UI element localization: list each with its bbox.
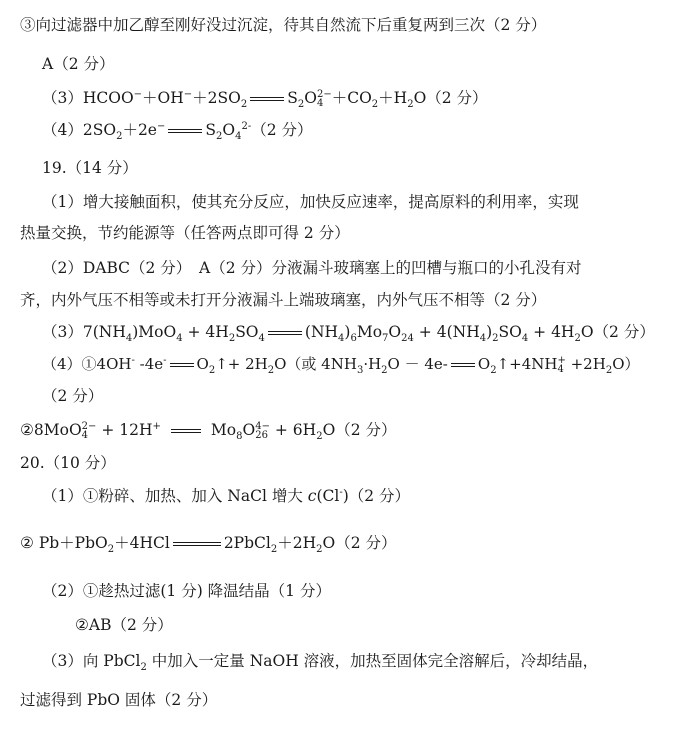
eq-text: + 4H [182,323,229,341]
eq-text: ＋2SO [192,89,241,107]
answer-line [42,651,599,674]
eq-text: + 6H [269,421,317,439]
eq-sup: - [339,486,343,498]
equals-sign [168,129,202,133]
eq-text: 中加入一定量 NaOH 溶液，加热至固体完全溶解后，冷却结晶， [146,652,599,670]
eq-sup: − [156,120,166,132]
eq-text: O [304,89,317,107]
eq-sub: 4 [125,333,133,345]
eq-sub: 4 [338,333,345,345]
eq-text: O [242,421,256,439]
eq-text: ·H [363,355,382,373]
eq-sub: 2 [316,544,323,556]
equals-sign [173,542,221,546]
eq-sub: 2 [574,333,581,345]
eq-sup: − [133,88,143,100]
eq-sub: 2 [492,333,499,345]
eq-text: O） [612,355,640,373]
eq-text: S [205,121,216,139]
eq-text: ＋2H [277,534,317,552]
eq-sub: 2 [228,333,236,345]
eq-sub: 2 [107,544,115,556]
eq-text: )（2 分） [342,487,411,505]
answer-line [42,486,410,506]
eq-text: +2H [565,355,606,373]
eq-sub: 7 [382,333,389,345]
eq-sub: 4 [479,333,487,345]
eq-sub: 4 [235,131,242,143]
eq-text: （1）①粉碎、加热、加入 NaCl 增大 [42,487,308,505]
eq-sub: 2 [490,365,497,376]
answer-line: （2）①趁热过滤(1 分) 降温结晶（1 分） [42,582,331,600]
eq-text: -4e [134,355,164,373]
equals-sign [170,363,194,367]
eq-sub: 2 [297,99,305,111]
eq-sub: 2 [216,131,223,143]
equation-line [20,420,397,443]
eq-text: + 4(NH [413,323,480,341]
eq-sub: 2 [267,365,275,376]
eq-sub: 2 [605,365,613,376]
eq-subsup: + 4 [557,355,566,375]
eq-sub: 4 [521,333,529,345]
eq-sub: 8 [236,431,243,443]
eq-text: SO [235,323,259,341]
eq-sub: 2 [381,365,388,376]
equation-line [20,533,397,556]
eq-subsup: 2− 4 [316,89,332,109]
eq-text: （3）向 PbCl [42,652,141,670]
answer-line: （2 分） [42,387,104,405]
question-heading: 19.（14 分） [42,159,138,177]
eq-text: ) [344,323,351,341]
eq-text: SO [498,323,522,341]
eq-text: （3）7(NH [42,323,126,341]
eq-text: ) [486,323,493,341]
eq-sub: 2 [240,99,248,111]
equation-line [42,322,655,345]
eq-text: ＋2e [122,121,157,139]
eq-sup: + [152,420,161,432]
eq-sub: 2 [270,544,278,556]
answer-line: A（2 分） [42,55,115,73]
answer-line: ②AB（2 分） [75,616,173,634]
eq-text: O（或 4NH [274,355,357,373]
eq-sub: 2 [116,131,123,143]
eq-text: ② Pb＋PbO [20,534,108,552]
eq-sub: 2 [208,365,216,376]
eq-text: O（2 分） [322,534,397,552]
answer-line: 过滤得到 PbO 固体（2 分） [20,691,218,709]
eq-text: （4）①4OH [42,355,132,373]
equals-sign [250,97,284,101]
equals-sign [268,331,302,335]
eq-text: (NH [304,323,339,341]
answer-line: （2）DABC（2 分） A（2 分）分液漏斗玻璃塞上的凹槽与瓶口的小孔没有对 [42,259,582,277]
answer-line: （1）增大接触面积，使其充分反应，加快反应速率，提高原料的利用率，实现 [42,193,579,211]
question-heading: 20.（10 分） [20,454,116,472]
eq-text: O [477,355,491,373]
equation-line [42,120,313,143]
eq-sub: 2 [371,99,379,111]
eq-text: ＋CO [331,89,372,107]
eq-sub: 2 [140,662,147,674]
eq-text: O（2 分） [580,323,655,341]
eq-text: （2 分） [251,121,313,139]
eq-text: O － 4e- [387,355,448,373]
eq-sub: 4 [176,333,183,345]
eq-text: O [388,323,402,341]
answer-line: 齐，内外气压不相等或未打开分液漏斗上端玻璃塞，内外气压不相等（2 分） [20,291,547,309]
eq-sub: 2 [407,99,414,111]
equation-line [42,88,488,111]
eq-text: O [196,355,209,373]
eq-text: ②8MoO [20,421,82,439]
eq-italic: c [307,487,317,505]
eq-text: ↑+4NH [496,355,558,373]
eq-text: )MoO [132,323,177,341]
eq-sup: - [131,355,135,366]
equals-sign [451,363,475,367]
eq-sup: - [163,355,167,366]
eq-text: （3）HCOO [42,89,134,107]
eq-sub: 4 [258,333,265,345]
eq-text: O（2 分） [322,421,397,439]
equals-sign [171,429,201,433]
eq-subsup: 2− 4 [81,421,97,441]
answer-line: ③向过滤器中加乙醇至刚好没过沉淀，待其自然流下后重复两到三次（2 分） [20,16,547,34]
eq-sup: 2- [241,120,252,132]
eq-text: ＋H [378,89,408,107]
eq-sup: − [183,88,193,100]
eq-sub: 24 [401,333,414,345]
eq-text: Mo [356,323,383,341]
eq-text: (Cl [316,487,340,505]
eq-text: + 12H [96,421,153,439]
eq-text: O [222,121,236,139]
eq-text: ↑+ 2H [215,355,268,373]
eq-text: （4）2SO [42,121,117,139]
eq-subsup: 4− 26 [255,421,270,441]
eq-sub: 2 [316,431,323,443]
eq-text: 2PbCl [223,534,271,552]
eq-sub: 3 [356,365,364,376]
eq-text: Mo [210,421,237,439]
eq-text: O（2 分） [413,89,488,107]
equation-line [42,354,640,374]
eq-text: + 4H [528,323,575,341]
eq-sub: 6 [350,333,357,345]
eq-text: ＋4HCl [114,534,170,552]
eq-text: ＋OH [142,89,184,107]
eq-text: S [287,89,298,107]
answer-line: 热量交换，节约能源等（任答两点即可得 2 分） [20,224,350,242]
